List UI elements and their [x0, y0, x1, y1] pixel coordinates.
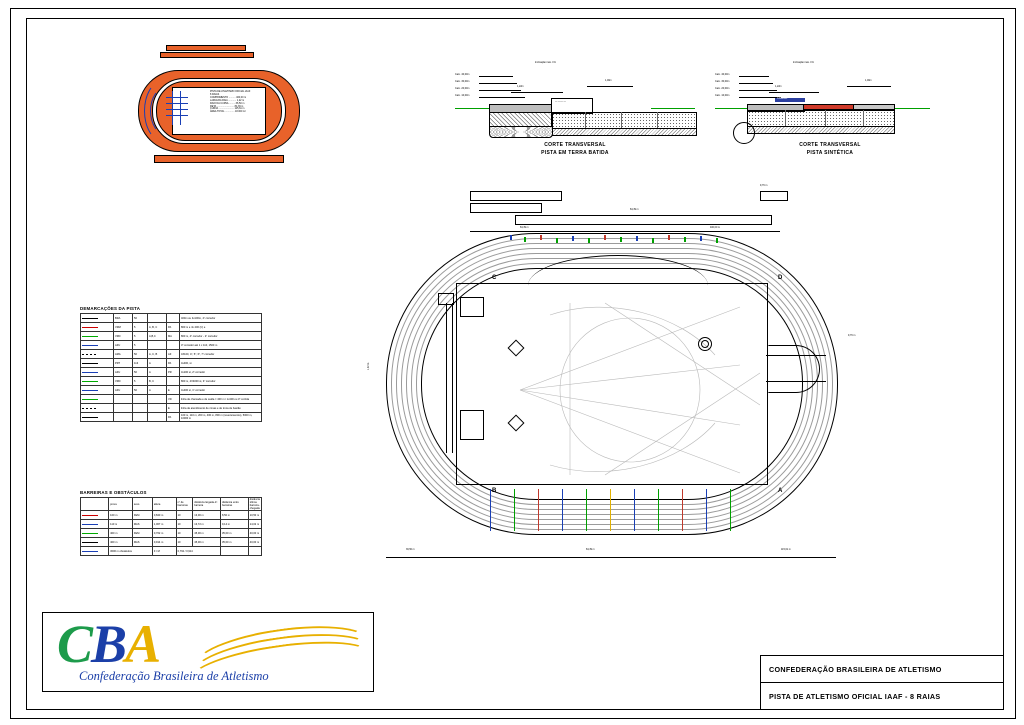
field-line-v1: [172, 91, 173, 125]
table-barreiras-title: BARREIRAS E OBSTÁCULOS: [80, 490, 147, 495]
ground-line-right: [651, 108, 695, 109]
logo-letter-b: B: [91, 614, 126, 674]
synthetic-subgrade: [747, 126, 895, 134]
perspective-caption: PISTA DE ATLETISMO OFICIAL IAAF 8 RAIAS COMPRIMENTO .......... 400,00 m LARGURA RAIA ............ 1,22 m RAIO DA CURVA ......... 36,50 m RETA .......................... 84,39 m CURVA ....................... 115,61 m ÁREA TOTAL .............. 18.000 m²: [210, 90, 251, 114]
throwing-circle-3-inner: [701, 340, 709, 348]
dim-right-1: 1,22m: [775, 85, 782, 88]
stadium-perspective-view: [120, 45, 320, 170]
table-header-row: prova sexo altura nº de barreiras distância largada-1ª barreira distância entre barreiras distância última barreira-chegada: [81, 498, 262, 511]
table-row: 110 m MAS 1,067 m 10 13,72 m 9,14 m 14,02 m: [81, 520, 262, 529]
lane-markers-bottom: [470, 485, 750, 533]
track-plan: [360, 185, 870, 575]
dim-left-1: 1,22m: [517, 85, 524, 88]
drain-pipe-right: [733, 122, 755, 144]
runway-line-vertical-2: [452, 303, 453, 453]
table-row: E linha de atendimento de zonas e de troca de bastão: [81, 404, 262, 413]
dim-right-2: 1,00m: [865, 79, 872, 82]
table-demarcacoes: [80, 306, 262, 422]
bleacher-bar-3: [154, 155, 284, 163]
dim-text-1: 84,39 m: [630, 208, 639, 211]
dim-left-2: 1,00m: [605, 79, 612, 82]
high-jump-arc: [768, 345, 820, 393]
table-row: VRM 5 A, B, C PA 800 m e 4x 400 (C) e: [81, 323, 262, 332]
arc-left-2: [150, 87, 182, 135]
ground-line-right-left: [715, 108, 747, 109]
ground-line-left: [455, 108, 489, 109]
field-event-sectors: [510, 295, 710, 475]
layer-label-l3: Cam. 20,00m: [455, 87, 470, 90]
layer-label-r2: Cam. 30,00m: [715, 80, 730, 83]
table-row: VD linha de chamada e de saída = 400 m / 1x400 ou 3º corrida: [81, 395, 262, 404]
table-row: AZU 5 3º corredor até 1 x 110, 1500 m: [81, 341, 262, 350]
table-row: VRD 5 A,B,C MA 800 m, 4º corredor - 2º corredor: [81, 332, 262, 341]
table-row: PRT 113 A PA 4x400, st: [81, 359, 262, 368]
table-row: PA 100 m, 110 m, 200 m, 400 m, 800 m (revezamentos), 5000 m, 10000 m: [81, 413, 262, 422]
section-compacted-soil: [551, 128, 697, 136]
layer-label-r3: Cam. 20,00m: [715, 87, 730, 90]
dim-text-2: 9,76 m: [760, 184, 768, 187]
dim-straight: 84,39 m: [586, 548, 595, 551]
dim-text-3: 84,39 m: [520, 226, 529, 229]
logo-block: [42, 612, 374, 692]
table-row: AZU 50 A PR 4x100 st, 2º corredor: [81, 368, 262, 377]
table-row: VRD 5 B, C 800 m, 4X4000 st, 3º corredor: [81, 377, 262, 386]
slope-label-right: Inclinação máx. 1%: [793, 61, 814, 64]
corner-label-b: B: [492, 488, 497, 494]
section-left-title2: PISTA EM TERRA BATIDA: [541, 150, 609, 156]
logo-letter-a: A: [125, 614, 160, 674]
table-row: AZU 50 A E 4x400 st, 1º corredor: [81, 386, 262, 395]
lane-markers-top: [510, 235, 730, 249]
section-terra-batida: Inclinação máx. 1% Cam. 40,00m Cam. 30,00m Cam. 20,00m Cam. 10,00m 1,22m 1,00m — —— — CORTE TRANSVERSAL PISTA EM TERRA BATIDA: [455, 62, 695, 162]
section-sintetica: Inclinação máx. 1% Cam. 40,00m Cam. 30,00m Cam. 20,00m Cam. 10,00m 1,22m 1,00m CAMADA CORTE TRANSVERSAL PISTA SINTÉTICA: [715, 62, 930, 162]
section-right-title1: CORTE TRANSVERSAL: [799, 142, 861, 148]
steeple-box-1: [460, 297, 484, 317]
field-line-4: [166, 115, 188, 116]
runway-line-vertical: [446, 303, 447, 453]
bleacher-bar-1: [166, 45, 246, 51]
layer-label-r4: Cam. 10,00m: [715, 94, 730, 97]
corner-label-d: D: [778, 275, 783, 281]
dim-curve: 115,61 m: [781, 548, 791, 551]
drainage-pipe-left: [489, 126, 553, 138]
logo-letter-c: C: [57, 614, 92, 674]
table-row: 100 m FEM 0,840 m 10 13,00 m 8,50 m 10,50 m: [81, 511, 262, 520]
logo-subtitle: Confederação Brasileira de Atletismo: [79, 669, 269, 683]
field-line-2: [166, 103, 188, 104]
section-left-title1: CORTE TRANSVERSAL: [544, 142, 606, 148]
field-line-1: [166, 97, 188, 98]
table-barreiras: [80, 490, 262, 556]
title-block-line-2: PISTA DE ATLETISMO OFICIAL IAAF - 8 RAIAS: [769, 691, 941, 701]
corner-label-c: C: [492, 275, 497, 281]
dim-right-side: 9,76 m: [848, 334, 856, 337]
bleacher-bar-2: [160, 52, 254, 58]
slope-label-left: Inclinação máx. 1%: [535, 61, 556, 64]
table-row: BRA 50 400m ou 4x100m, 4º corredor: [81, 314, 262, 323]
title-block: [760, 655, 1004, 710]
layer-label-r1: Cam. 40,00m: [715, 73, 730, 76]
title-block-line-1: CONFEDERAÇÃO BRASILEIRA DE ATLETISMO: [769, 664, 942, 674]
logo-wordmark: [57, 614, 160, 674]
dim-text-4: 400,00 m: [710, 226, 720, 229]
dim-radius: 36,50 m: [406, 548, 415, 551]
layer-label-l1: Cam. 40,00m: [455, 73, 470, 76]
table-row: 3000 m obstáculos F / M 0,762 / 0,914: [81, 547, 262, 556]
layer-label-l2: Cam. 30,00m: [455, 80, 470, 83]
table-barreiras-grid: [80, 497, 262, 556]
table-row: 400 m FEM 0,762 m 10 45,00 m 35,00 m 40,00 m: [81, 529, 262, 538]
field-line-3: [166, 109, 188, 110]
field-line-v2: [180, 91, 181, 125]
curved-start-line: [528, 255, 708, 316]
steeple-box-2: [460, 410, 484, 440]
section-right-title2: PISTA SINTÉTICA: [806, 150, 854, 156]
table-row: AMA 50 A, C, B AZ 4X100, 4º, 5º, 6º, 7º corredor: [81, 350, 262, 359]
table-row: 400 m MAS 0,914 m 10 45,00 m 35,00 m 40,00 m: [81, 538, 262, 547]
dim-lane-width: 1,22 m: [367, 362, 371, 371]
table-demarcacoes-grid: [80, 313, 262, 422]
corner-label-a: A: [778, 488, 783, 494]
table-demarcacoes-title: DEMARCAÇÕES DA PISTA: [80, 306, 141, 311]
ground-line-right-right: [893, 108, 930, 109]
layer-label-l4: Cam. 10,00m: [455, 94, 470, 97]
bottom-dimension-line: [386, 548, 836, 563]
